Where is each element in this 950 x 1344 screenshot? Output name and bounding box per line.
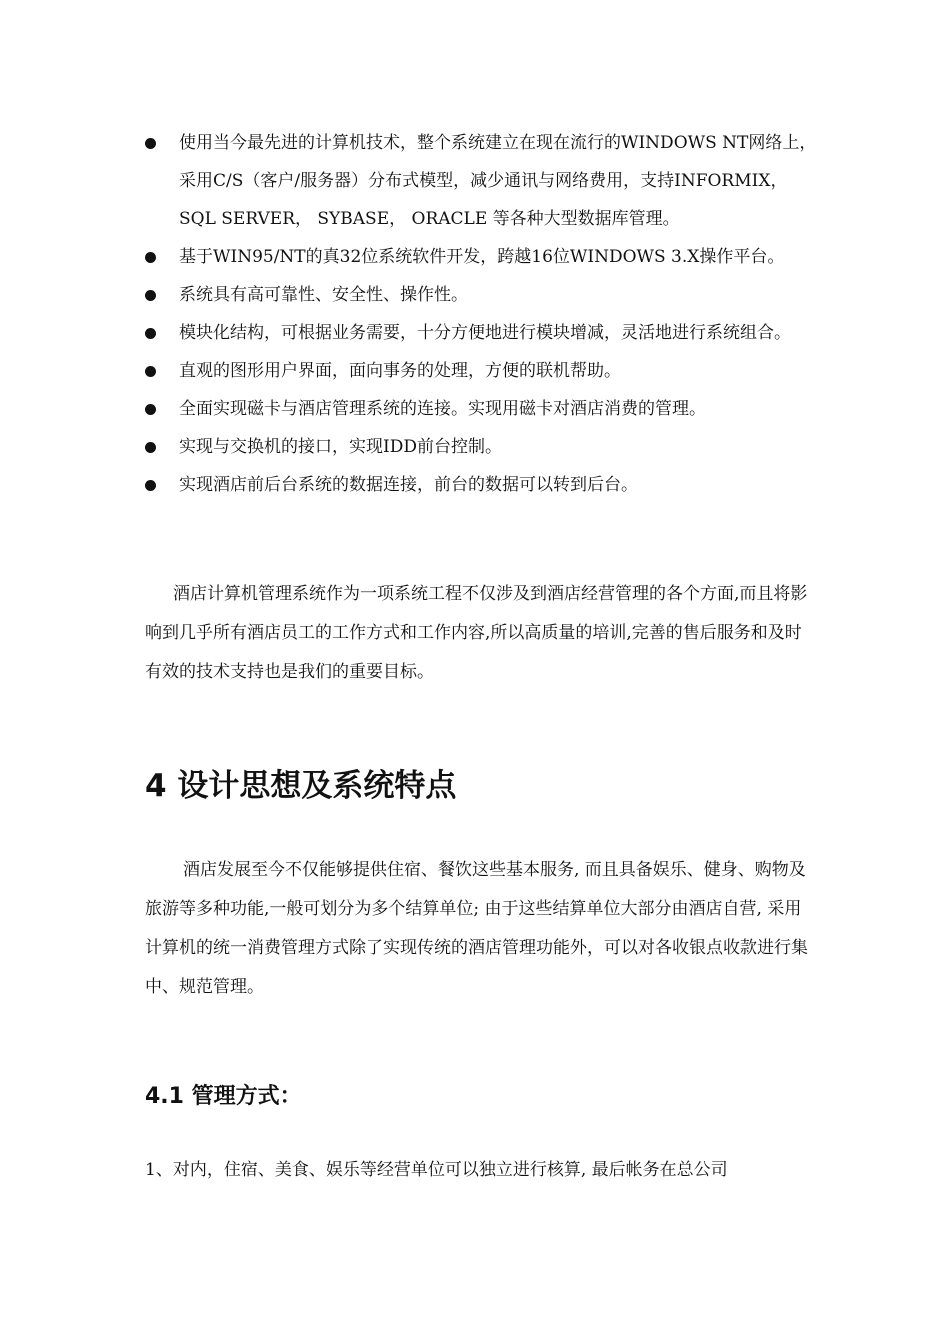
bullet-text: 系统具有高可靠性、安全性、操作性。: [179, 285, 468, 305]
bullet-dot-icon: [145, 252, 156, 263]
bullet-dot-icon: [145, 290, 156, 301]
bullet-dot-icon: [145, 480, 156, 491]
bullet-item: [145, 276, 825, 314]
bullet-dot-icon: [145, 404, 156, 415]
bullet-item: [145, 124, 825, 238]
bullet-text: 直观的图形用户界面，面向事务的处理，方便的联机帮助。: [179, 361, 621, 381]
bullet-text: 使用当今最先进的计算机技术，整个系统建立在现在流行的WINDOWS NT网络上，采用C/S（客户/服务器）分布式模型，减少通讯与网络费用，支持INFORMIX， SQL SERVER， SYBASE， ORACLE 等各种大型数据库管理。: [179, 133, 817, 229]
bullet-item: [145, 238, 825, 276]
bullet-item: [145, 352, 825, 390]
section-heading: 4 设计思想及系统特点: [145, 768, 457, 804]
subsection-heading: 4.1 管理方式：: [145, 1084, 302, 1109]
feature-bullet-list: [145, 124, 825, 504]
bullet-item: [145, 314, 825, 352]
body-paragraph-design: 酒店发展至今不仅能够提供住宿、餐饮这些基本服务, 而且具备娱乐、健身、购物及旅游等多种功能,一般可划分为多个结算单位; 由于这些结算单位大部分由酒店自营, 采用计算机的统一消费管理方式除了实现传统的酒店管理功能外，可以对各收银点收款进行集中、规范管理。: [145, 860, 808, 997]
bullet-text: 模块化结构，可根据业务需要，十分方便地进行模块增减，灵活地进行系统组合。: [179, 323, 791, 343]
bullet-text: 实现酒店前后台系统的数据连接，前台的数据可以转到后台。: [179, 475, 638, 495]
bullet-text: 基于WIN95/NT的真32位系统软件开发，跨越16位WINDOWS 3.X操作平台。: [179, 247, 785, 267]
bullet-text: 实现与交换机的接口，实现IDD前台控制。: [179, 437, 502, 457]
bullet-dot-icon: [145, 442, 156, 453]
bullet-text: 全面实现磁卡与酒店管理系统的连接。实现用磁卡对酒店消费的管理。: [179, 399, 706, 419]
bullet-item: [145, 390, 825, 428]
bullet-item: [145, 466, 825, 504]
body-paragraph-goals: 酒店计算机管理系统作为一项系统工程不仅涉及到酒店经营管理的各个方面,而且将影响到几乎所有酒店员工的工作方式和工作内容,所以高质量的培训,完善的售后服务和及时有效的技术支持也是我们的重要目标。: [145, 584, 808, 682]
numbered-list-item: 1、对内，住宿、美食、娱乐等经营单位可以独立进行核算, 最后帐务在总公司: [145, 1160, 728, 1180]
bullet-dot-icon: [145, 138, 156, 149]
bullet-dot-icon: [145, 366, 156, 377]
bullet-dot-icon: [145, 328, 156, 339]
bullet-item: [145, 428, 825, 466]
